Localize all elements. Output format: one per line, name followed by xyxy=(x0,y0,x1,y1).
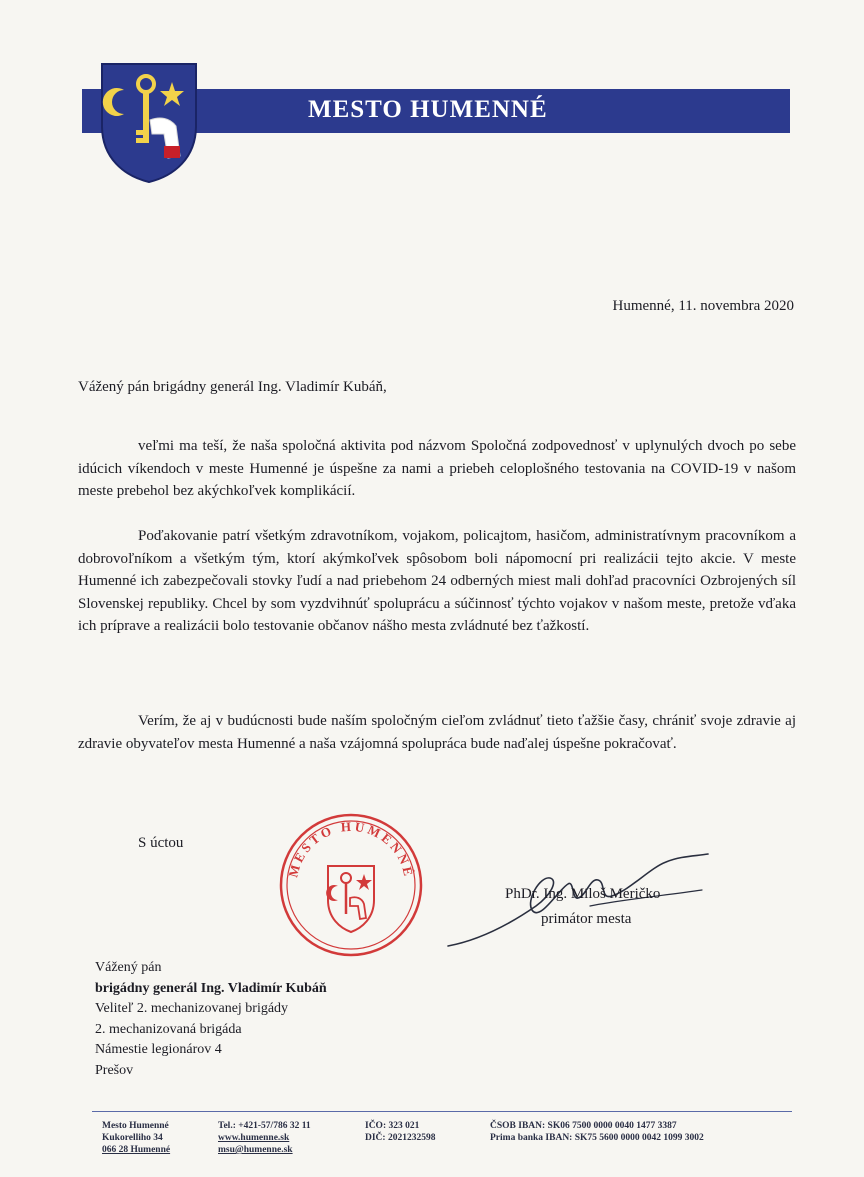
footer-ids xyxy=(365,1120,435,1144)
footer-line: DIČ: 2021232598 xyxy=(365,1133,436,1143)
letter-paragraph: veľmi ma teší, že naša spoločná aktivita pod názvom Spoločná zodpovednosť v uplynulých dvoch po sebe idúcich víkendoch v meste Humenné je úspešne za nami a priebeh celoplošného testovania na COVID-19 v našom meste prebehol bez akýchkoľvek komplikácií. xyxy=(78,438,796,500)
footer-line: IČO: 323 021 xyxy=(365,1121,420,1131)
footer-contacts xyxy=(218,1120,311,1156)
footer-bank xyxy=(490,1120,704,1144)
footer-email-link[interactable]: msu@humenne.sk xyxy=(218,1145,293,1155)
footer-divider xyxy=(92,1111,792,1112)
footer-line: Prima banka IBAN: SK75 5600 0000 0042 1099 3002 xyxy=(490,1133,704,1143)
signatory-name: PhDr. Ing. Miloš Meričko xyxy=(505,886,661,902)
footer-phone: Tel.: +421-57/786 32 11 xyxy=(218,1121,311,1131)
addressee-line: Vážený pán xyxy=(95,960,162,975)
svg-text:MESTO HUMENNÉ xyxy=(285,819,416,880)
stamp-text: MESTO HUMENNÉ xyxy=(285,818,417,880)
addressee-block xyxy=(95,958,327,1081)
addressee-line: Námestie legionárov 4 xyxy=(95,1042,222,1057)
footer-line: Kukorelliho 34 xyxy=(102,1133,163,1143)
coat-of-arms-icon xyxy=(98,60,200,184)
letter-closing: S úctou xyxy=(138,835,184,851)
letter-date: Humenné, 11. novembra 2020 xyxy=(612,298,794,314)
footer-website-link[interactable]: www.humenne.sk xyxy=(218,1133,290,1143)
footer-line: 066 28 Humenné xyxy=(102,1145,171,1155)
addressee-line: Prešov xyxy=(95,1062,134,1078)
signatory-role: primátor mesta xyxy=(541,911,632,927)
addressee-name: brigádny generál Ing. Vladimír Kubáň xyxy=(95,980,327,996)
header-title: MESTO HUMENNÉ xyxy=(308,96,548,123)
footer-line: Mesto Humenné xyxy=(102,1121,169,1131)
footer-line: ČSOB IBAN: SK06 7500 0000 0040 1477 3387 xyxy=(490,1121,677,1131)
letter-salutation: Vážený pán brigádny generál Ing. Vladimír Kubáň, xyxy=(78,379,387,395)
official-stamp xyxy=(276,810,426,960)
addressee-line: Veliteľ 2. mechanizovanej brigády xyxy=(95,1001,289,1016)
addressee-line: 2. mechanizovaná brigáda xyxy=(95,1021,242,1037)
letter-paragraph: Verím, že aj v budúcnosti bude naším spoločným cieľom zvládnuť tieto ťažšie časy, chrániť svoje zdravie aj zdravie obyvateľov mesta Humenné a naša vzájomná spolupráca bude naďalej úspešne pokračovať. xyxy=(78,713,796,752)
footer-address xyxy=(102,1120,170,1156)
letter-paragraph: Poďakovanie patrí všetkým zdravotníkom, vojakom, policajtom, hasičom, administratívnym pracovníkom a dobrovoľníkom a všetkým tým, ktorí akýmkoľvek spôsobom boli nápomocní pri realizácii tejto akcie. V meste Humenné ich zabezpečovali stovky ľudí a nad priebehom 24 odberných miest mali dohľad pracovníci Ozbrojených síl Slovenskej republiky. Chcel by som vyzdvihnúť spoluprácu a súčinnosť týchto vojakov v našom meste, pretože vďaka ich príprave a realizácii bolo testovanie občanov nášho mesta zvládnuté bez ťažkostí. xyxy=(78,528,796,635)
